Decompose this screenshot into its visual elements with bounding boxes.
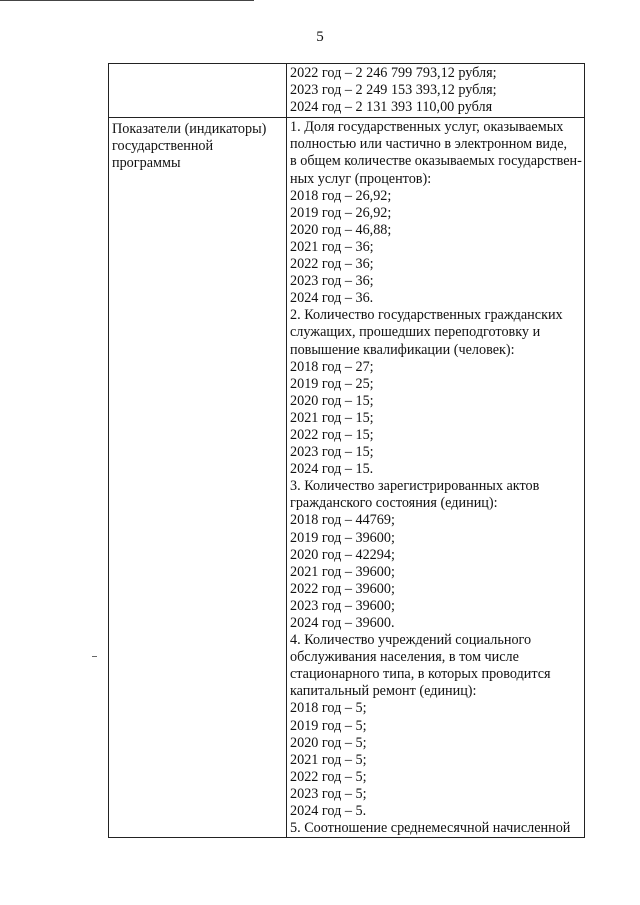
indicators-label-cell [109, 118, 287, 838]
indicator-line: 2018 год – 27; [290, 358, 374, 375]
indicator-line: 2024 год – 36. [290, 290, 374, 307]
indicator-line: ных услуг (процентов): [290, 170, 432, 187]
indicator-line: 2022 год – 36; [290, 256, 374, 273]
indicator-line: стационарного типа, в которых проводится [290, 666, 551, 683]
indicators-label-line: государственной [112, 138, 214, 155]
indicator-line: 2019 год – 26,92; [290, 204, 392, 221]
indicator-line: 1. Доля государственных услуг, оказываемых [290, 119, 564, 136]
indicator-line: служащих, прошедших переподготовку и [290, 324, 541, 341]
indicator-line: 2023 год – 36; [290, 273, 374, 290]
indicator-line: 2022 год – 15; [290, 426, 374, 443]
indicator-line: в общем количестве оказываемых государствен- [290, 153, 582, 170]
indicator-line: 2021 год – 15; [290, 409, 374, 426]
table-row [109, 118, 585, 838]
indicator-line: 2024 год – 5. [290, 803, 367, 820]
indicator-line: капитальный ремонт (единиц): [290, 683, 477, 700]
indicator-line: повышение квалификации (человек): [290, 341, 515, 358]
indicators-label-line: Показатели (индикаторы) [112, 121, 267, 138]
indicator-line: 2023 год – 39600; [290, 597, 395, 614]
indicator-line: 2024 год – 15. [290, 461, 374, 478]
indicator-line: 2019 год – 25; [290, 375, 374, 392]
indicator-line: 2022 год – 39600; [290, 580, 395, 597]
indicator-line: 2021 год – 5; [290, 751, 367, 768]
indicator-line: полностью или частично в электронном виде, [290, 136, 568, 153]
margin-mark [92, 656, 97, 657]
indicator-line: 2022 год – 5; [290, 768, 367, 785]
indicator-line: 2020 год – 46,88; [290, 221, 392, 238]
indicator-line: 2023 год – 5; [290, 785, 367, 802]
indicator-line: 2019 год – 5; [290, 717, 367, 734]
row-label-cell [109, 64, 287, 118]
indicator-line: гражданского состояния (единиц): [290, 495, 498, 512]
indicator-line: 2020 год – 5; [290, 734, 367, 751]
row-value-cell [287, 64, 585, 118]
table-row [109, 64, 585, 118]
indicator-line: 5. Соотношение среднемесячной начисленной [290, 820, 571, 837]
indicator-line: 2023 год – 15; [290, 444, 374, 461]
indicator-line: 3. Количество зарегистрированных актов [290, 478, 540, 495]
indicator-line: 2024 год – 39600. [290, 615, 395, 631]
indicator-line: обслуживания населения, в том числе [290, 649, 519, 666]
indicator-line: 4. Количество учреждений социального [290, 632, 532, 649]
funding-line: 2024 год – 2 131 393 110,00 рубля [290, 99, 493, 116]
funding-line: 2023 год – 2 249 153 393,12 рубля; [290, 82, 497, 99]
program-passport-table [108, 63, 585, 838]
indicator-line: 2021 год – 36; [290, 238, 374, 255]
indicators-label-line: программы [112, 155, 181, 172]
indicator-line: 2020 год – 42294; [290, 546, 395, 563]
header-rule [0, 0, 254, 1]
indicator-line: 2018 год – 26,92; [290, 187, 392, 204]
indicator-line: 2. Количество государственных гражданских [290, 307, 563, 324]
indicator-line: 2020 год – 15; [290, 392, 374, 409]
indicator-line: 2021 год – 39600; [290, 563, 395, 580]
indicator-line: 2018 год – 44769; [290, 512, 395, 529]
indicator-line: 2019 год – 39600; [290, 529, 395, 546]
funding-line: 2022 год – 2 246 799 793,12 рубля; [290, 65, 497, 81]
indicators-value-cell [287, 118, 585, 838]
indicator-line: 2018 год – 5; [290, 700, 367, 717]
page-number: 5 [316, 29, 324, 45]
